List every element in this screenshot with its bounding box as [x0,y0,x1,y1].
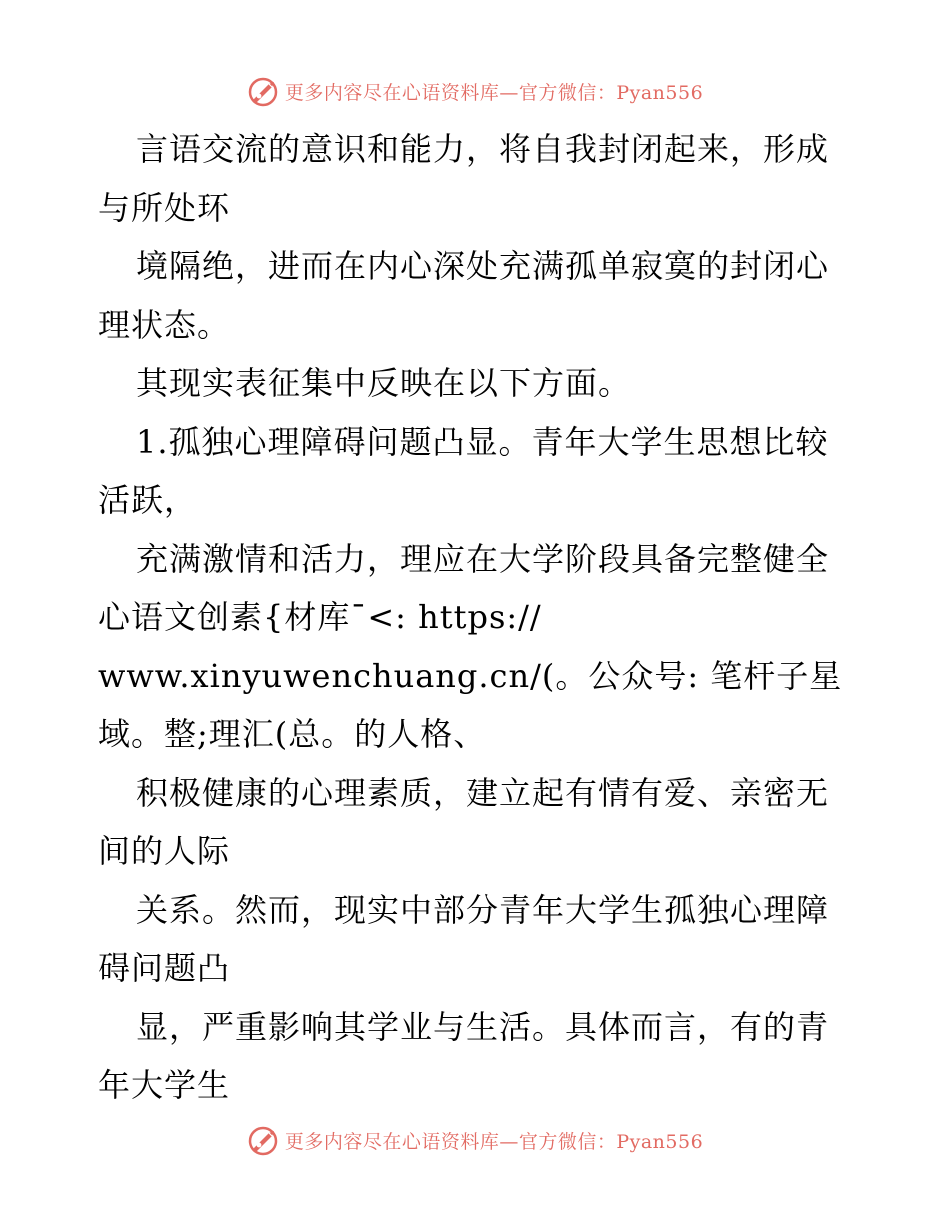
text-line: 其现实表征集中反映在以下方面。 [136,364,632,402]
text-line: www.xinyuwenchuang.cn/(。公众号: 笔杆子星 [98,656,843,695]
text-line: 关系。然而，现实中部分青年大学生孤独心理障 [136,890,830,929]
text-line: 1.孤独心理障碍问题凸显。青年大学生思想比较 [136,422,829,461]
text-line: 积极健康的心理素质，建立起有情有爱、亲密无 [136,773,830,812]
footer-banner[interactable] [0,1120,950,1160]
text-line: 碍问题凸 [98,949,231,987]
header-banner[interactable] [0,71,950,111]
text-line: 理状态。 [98,305,231,344]
text-line: 显，严重影响其学业与生活。具体而言，有的青 [136,1007,830,1046]
text-line: 间的人际 [98,832,231,870]
text-line: 与所处环 [98,188,231,227]
text-line: 言语交流的意识和能力，将自我封闭起来，形成 [136,130,830,168]
text-line: 心语文创素{材库¯<: https:// [98,598,542,636]
header-banner-text: 更多内容尽在心语资料库—官方微信：Pyan556 [284,81,704,104]
footer-banner-text: 更多内容尽在心语资料库—官方微信：Pyan556 [284,1130,704,1153]
body-text [98,120,858,1115]
text-line: 境隔绝，进而在内心深处充满孤单寂寞的封闭心 [136,247,830,285]
pen-logo-icon [247,74,281,108]
text-line: 活跃， [98,481,198,519]
text-line: 充满激情和活力，理应在大学阶段具备完整健全 [136,539,830,578]
pen-logo-icon [247,1123,281,1157]
text-line: 年大学生 [98,1066,231,1104]
text-line: 域。整;理汇(总。的人格、 [98,715,487,753]
